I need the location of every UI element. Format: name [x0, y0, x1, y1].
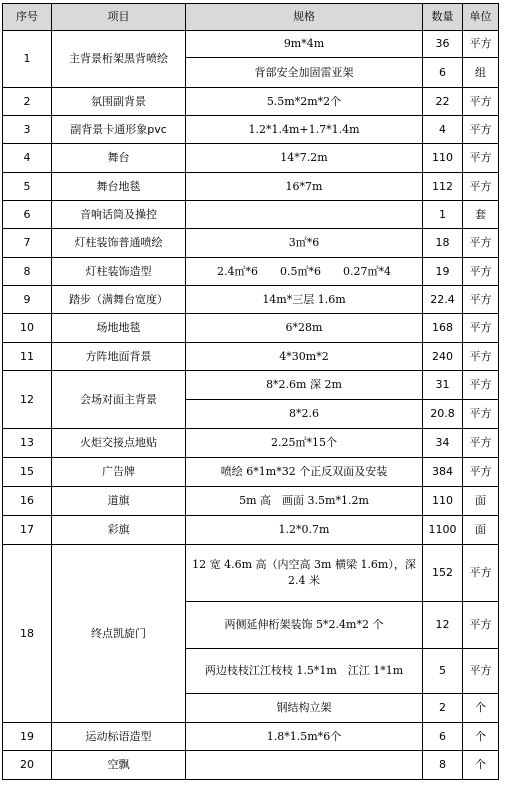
spec-cell: 14m*三层 1.6m — [186, 286, 423, 314]
item-name: 终点凯旋门 — [52, 545, 186, 723]
table-row — [3, 487, 499, 516]
qty-cell: 384 — [423, 458, 463, 487]
row-number: 11 — [3, 343, 52, 371]
table-row — [3, 458, 499, 487]
qty-cell: 6 — [423, 723, 463, 751]
header-item: 项目 — [52, 4, 186, 31]
spec-cell: 4*30m*2 — [186, 343, 423, 371]
unit-cell: 个 — [463, 751, 499, 780]
item-name: 方阵地面背景 — [52, 343, 186, 371]
item-name: 音响话筒及操控 — [52, 201, 186, 229]
unit-cell: 个 — [463, 694, 499, 723]
table-row — [3, 286, 499, 314]
table-row — [3, 516, 499, 545]
item-name: 踏步（满舞台宽度） — [52, 286, 186, 314]
qty-cell: 19 — [423, 258, 463, 286]
unit-cell: 平方 — [463, 173, 499, 201]
table-row — [3, 144, 499, 173]
qty-cell: 240 — [423, 343, 463, 371]
row-number: 19 — [3, 723, 52, 751]
unit-cell: 平方 — [463, 286, 499, 314]
unit-cell: 套 — [463, 201, 499, 229]
spec-cell: 1.2*1.4m+1.7*1.4m — [186, 116, 423, 144]
spec-cell: 9m*4m — [186, 31, 423, 58]
item-name: 空飘 — [52, 751, 186, 780]
spec-cell: 1.8*1.5m*6个 — [186, 723, 423, 751]
item-name: 主背景桁架黑背喷绘 — [52, 31, 186, 88]
row-number: 18 — [3, 545, 52, 723]
spec-cell: 1.2*0.7m — [186, 516, 423, 545]
qty-cell: 168 — [423, 314, 463, 343]
unit-cell: 平方 — [463, 371, 499, 400]
header-spec: 规格 — [186, 4, 423, 31]
table-row — [3, 751, 499, 780]
header-unit: 单位 — [463, 4, 499, 31]
table-row — [3, 429, 499, 458]
item-name: 舞台 — [52, 144, 186, 173]
row-number: 16 — [3, 487, 52, 516]
table-row — [3, 116, 499, 144]
table-row — [3, 258, 499, 286]
qty-cell: 110 — [423, 144, 463, 173]
row-number: 15 — [3, 458, 52, 487]
header-no: 序号 — [3, 4, 52, 31]
table-body — [3, 31, 499, 780]
spec-cell: 5m 高 画面 3.5m*1.2m — [186, 487, 423, 516]
item-name: 广告牌 — [52, 458, 186, 487]
header-qty: 数量 — [423, 4, 463, 31]
unit-cell: 面 — [463, 487, 499, 516]
spec-cell: 2.4㎡*6 0.5㎡*6 0.27㎡*4 — [186, 258, 423, 286]
spec-cell — [186, 751, 423, 780]
unit-cell: 组 — [463, 58, 499, 88]
table-row — [3, 88, 499, 116]
table-row — [3, 229, 499, 258]
spec-cell: 喷绘 6*1m*32 个正反双面及安装 — [186, 458, 423, 487]
unit-cell: 平方 — [463, 116, 499, 144]
spec-cell — [186, 201, 423, 229]
table-row — [3, 545, 499, 602]
unit-cell: 平方 — [463, 258, 499, 286]
qty-cell: 5 — [423, 649, 463, 694]
row-number: 20 — [3, 751, 52, 780]
table-row — [3, 314, 499, 343]
item-name: 氛围副背景 — [52, 88, 186, 116]
row-number: 2 — [3, 88, 52, 116]
unit-cell: 平方 — [463, 314, 499, 343]
qty-cell: 112 — [423, 173, 463, 201]
spec-cell: 2.25㎡*15个 — [186, 429, 423, 458]
item-name: 灯柱装饰普通喷绘 — [52, 229, 186, 258]
row-number: 17 — [3, 516, 52, 545]
spec-cell: 两侧延伸桁架装饰 5*2.4m*2 个 — [186, 602, 423, 649]
unit-cell: 平方 — [463, 400, 499, 429]
table-row — [3, 343, 499, 371]
qty-cell: 4 — [423, 116, 463, 144]
row-number: 5 — [3, 173, 52, 201]
unit-cell: 平方 — [463, 31, 499, 58]
item-name: 会场对面主背景 — [52, 371, 186, 429]
spec-cell: 12 宽 4.6m 高（内空高 3m 横梁 1.6m），深 2.4 米 — [186, 545, 423, 602]
qty-cell: 31 — [423, 371, 463, 400]
unit-cell: 面 — [463, 516, 499, 545]
table-row — [3, 31, 499, 58]
spec-cell: 16*7m — [186, 173, 423, 201]
item-name: 道旗 — [52, 487, 186, 516]
spec-cell: 8*2.6m 深 2m — [186, 371, 423, 400]
unit-cell: 平方 — [463, 458, 499, 487]
quotation-table — [2, 3, 499, 780]
row-number: 9 — [3, 286, 52, 314]
item-name: 火炬交接点地贴 — [52, 429, 186, 458]
table-row — [3, 201, 499, 229]
table-row — [3, 173, 499, 201]
unit-cell: 个 — [463, 723, 499, 751]
spec-cell: 3㎡*6 — [186, 229, 423, 258]
unit-cell: 平方 — [463, 229, 499, 258]
qty-cell: 12 — [423, 602, 463, 649]
unit-cell: 平方 — [463, 343, 499, 371]
item-name: 灯柱装饰造型 — [52, 258, 186, 286]
spec-cell: 8*2.6 — [186, 400, 423, 429]
qty-cell: 6 — [423, 58, 463, 88]
row-number: 7 — [3, 229, 52, 258]
spec-cell: 14*7.2m — [186, 144, 423, 173]
row-number: 1 — [3, 31, 52, 88]
spec-cell: 钢结构立架 — [186, 694, 423, 723]
unit-cell: 平方 — [463, 144, 499, 173]
item-name: 副背景卡通形象pvc — [52, 116, 186, 144]
qty-cell: 20.8 — [423, 400, 463, 429]
row-number: 6 — [3, 201, 52, 229]
spec-cell: 两边枝枝江江枝枝 1.5*1m 江江 1*1m — [186, 649, 423, 694]
unit-cell: 平方 — [463, 88, 499, 116]
qty-cell: 152 — [423, 545, 463, 602]
row-number: 4 — [3, 144, 52, 173]
row-number: 3 — [3, 116, 52, 144]
spec-cell: 背部安全加固雷亚架 — [186, 58, 423, 88]
row-number: 10 — [3, 314, 52, 343]
header-row — [3, 4, 499, 31]
unit-cell: 平方 — [463, 602, 499, 649]
item-name: 运动标语造型 — [52, 723, 186, 751]
item-name: 彩旗 — [52, 516, 186, 545]
row-number: 8 — [3, 258, 52, 286]
qty-cell: 22 — [423, 88, 463, 116]
spec-cell: 6*28m — [186, 314, 423, 343]
qty-cell: 110 — [423, 487, 463, 516]
qty-cell: 8 — [423, 751, 463, 780]
qty-cell: 2 — [423, 694, 463, 723]
unit-cell: 平方 — [463, 649, 499, 694]
row-number: 12 — [3, 371, 52, 429]
item-name: 舞台地毯 — [52, 173, 186, 201]
spec-cell: 5.5m*2m*2个 — [186, 88, 423, 116]
item-name: 场地地毯 — [52, 314, 186, 343]
qty-cell: 18 — [423, 229, 463, 258]
qty-cell: 36 — [423, 31, 463, 58]
unit-cell: 平方 — [463, 429, 499, 458]
qty-cell: 34 — [423, 429, 463, 458]
row-number: 13 — [3, 429, 52, 458]
table-row — [3, 723, 499, 751]
unit-cell: 平方 — [463, 545, 499, 602]
table-row — [3, 371, 499, 400]
qty-cell: 22.4 — [423, 286, 463, 314]
qty-cell: 1100 — [423, 516, 463, 545]
qty-cell: 1 — [423, 201, 463, 229]
